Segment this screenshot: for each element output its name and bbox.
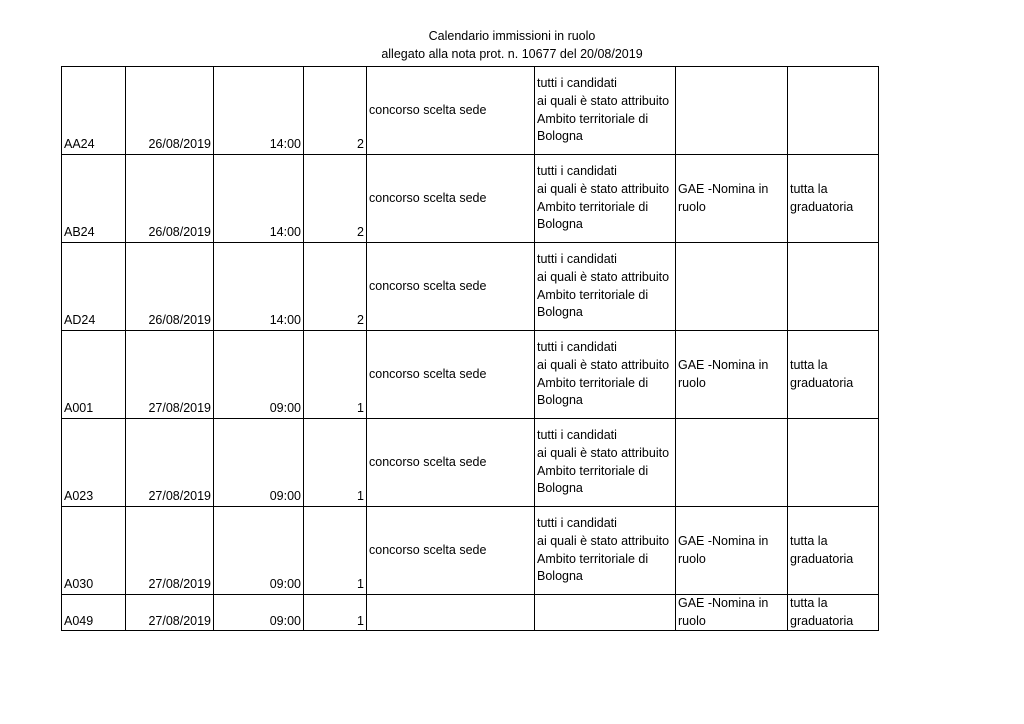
table-row [62,67,879,155]
candidates-cell-line: ai quali è stato attribuito [537,357,670,372]
gae-nomination-cell-line: GAE -Nomina in [678,533,769,548]
turn-cell: 1 [304,595,367,631]
candidates-cell [535,243,676,331]
procedure-type-cell: concorso scelta sede [367,419,535,507]
table-row [62,331,879,419]
candidates-cell [535,331,676,419]
procedure-type-cell [367,595,535,631]
candidates-cell-line: tutti i candidati [537,252,617,267]
turn-cell: 1 [304,419,367,507]
ranking-cell [788,243,879,331]
time-cell: 09:00 [214,331,304,419]
class-code-cell: A049 [62,595,126,631]
time-cell: 14:00 [214,67,304,155]
gae-nomination-cell [676,67,788,155]
candidates-cell [535,595,676,631]
candidates-cell-line: Bologna [537,481,583,496]
procedure-type-cell: concorso scelta sede [367,507,535,595]
candidates-cell-line: tutti i candidati [537,516,617,531]
date-cell: 27/08/2019 [126,507,214,595]
turn-cell: 2 [304,243,367,331]
ranking-cell [788,155,879,243]
candidates-cell-line: ai quali è stato attribuito [537,269,670,284]
time-cell: 09:00 [214,419,304,507]
date-cell: 26/08/2019 [126,67,214,155]
gae-nomination-cell [676,243,788,331]
time-cell: 09:00 [214,595,304,631]
date-cell: 26/08/2019 [126,243,214,331]
gae-nomination-cell [676,331,788,419]
document-title: Calendario immissioni in ruolo [428,29,596,43]
ranking-cell-line: tutta la [790,596,828,610]
schedule-table [61,66,879,631]
date-cell: 27/08/2019 [126,331,214,419]
candidates-cell-line: tutti i candidati [537,164,617,179]
gae-nomination-cell-line: GAE -Nomina in [678,357,769,372]
table-row [62,419,879,507]
ranking-cell-line: graduatoria [790,613,854,628]
gae-nomination-cell-line: ruolo [678,375,706,390]
procedure-type-cell: concorso scelta sede [367,331,535,419]
gae-nomination-cell-line: ruolo [678,199,706,214]
candidates-cell-line: ai quali è stato attribuito [537,93,670,108]
gae-nomination-cell-line: GAE -Nomina in [678,181,769,196]
procedure-type-cell: concorso scelta sede [367,155,535,243]
candidates-cell-line: tutti i candidati [537,340,617,355]
time-cell: 14:00 [214,243,304,331]
gae-nomination-cell [676,595,788,631]
turn-cell: 2 [304,155,367,243]
date-cell: 27/08/2019 [126,595,214,631]
candidates-cell-line: Ambito territoriale di [537,463,649,478]
candidates-cell [535,67,676,155]
table-row [62,243,879,331]
class-code-cell: AD24 [62,243,126,331]
gae-nomination-cell [676,419,788,507]
candidates-cell-line: Bologna [537,305,583,320]
schedule-table-body [62,67,879,631]
class-code-cell: AB24 [62,155,126,243]
gae-nomination-cell [676,507,788,595]
ranking-cell [788,595,879,631]
candidates-cell-line: Ambito territoriale di [537,551,649,566]
date-cell: 26/08/2019 [126,155,214,243]
class-code-cell: AA24 [62,67,126,155]
turn-cell: 1 [304,507,367,595]
gae-nomination-cell-line: GAE -Nomina in [678,596,769,610]
candidates-cell-line: tutti i candidati [537,76,617,91]
ranking-cell-line: tutta la [790,181,828,196]
ranking-cell-line: graduatoria [790,199,854,214]
procedure-type-cell: concorso scelta sede [367,243,535,331]
date-cell: 27/08/2019 [126,419,214,507]
table-row [62,155,879,243]
gae-nomination-cell-line: ruolo [678,551,706,566]
candidates-cell-line: ai quali è stato attribuito [537,533,670,548]
candidates-cell-line: ai quali è stato attribuito [537,445,670,460]
candidates-cell-line: Bologna [537,393,583,408]
turn-cell: 1 [304,331,367,419]
class-code-cell: A023 [62,419,126,507]
candidates-cell [535,507,676,595]
time-cell: 14:00 [214,155,304,243]
class-code-cell: A030 [62,507,126,595]
candidates-cell-line: tutti i candidati [537,428,617,443]
candidates-cell-line: ai quali è stato attribuito [537,181,670,196]
ranking-cell [788,331,879,419]
procedure-type-cell: concorso scelta sede [367,67,535,155]
document-subtitle: allegato alla nota prot. n. 10677 del 20/08/2019 [381,47,643,61]
candidates-cell-line: Ambito territoriale di [537,287,649,302]
gae-nomination-cell [676,155,788,243]
candidates-cell-line: Bologna [537,569,583,584]
time-cell: 09:00 [214,507,304,595]
ranking-cell [788,507,879,595]
candidates-cell [535,155,676,243]
candidates-cell-line: Ambito territoriale di [537,375,649,390]
ranking-cell [788,419,879,507]
ranking-cell-line: graduatoria [790,375,854,390]
turn-cell: 2 [304,67,367,155]
ranking-cell [788,67,879,155]
candidates-cell-line: Ambito territoriale di [537,199,649,214]
table-row [62,507,879,595]
class-code-cell: A001 [62,331,126,419]
ranking-cell-line: tutta la [790,533,828,548]
ranking-cell-line: tutta la [790,357,828,372]
table-row [62,595,879,631]
candidates-cell [535,419,676,507]
ranking-cell-line: graduatoria [790,551,854,566]
gae-nomination-cell-line: ruolo [678,613,706,628]
candidates-cell-line: Bologna [537,217,583,232]
candidates-cell-line: Bologna [537,129,583,144]
candidates-cell-line: Ambito territoriale di [537,111,649,126]
